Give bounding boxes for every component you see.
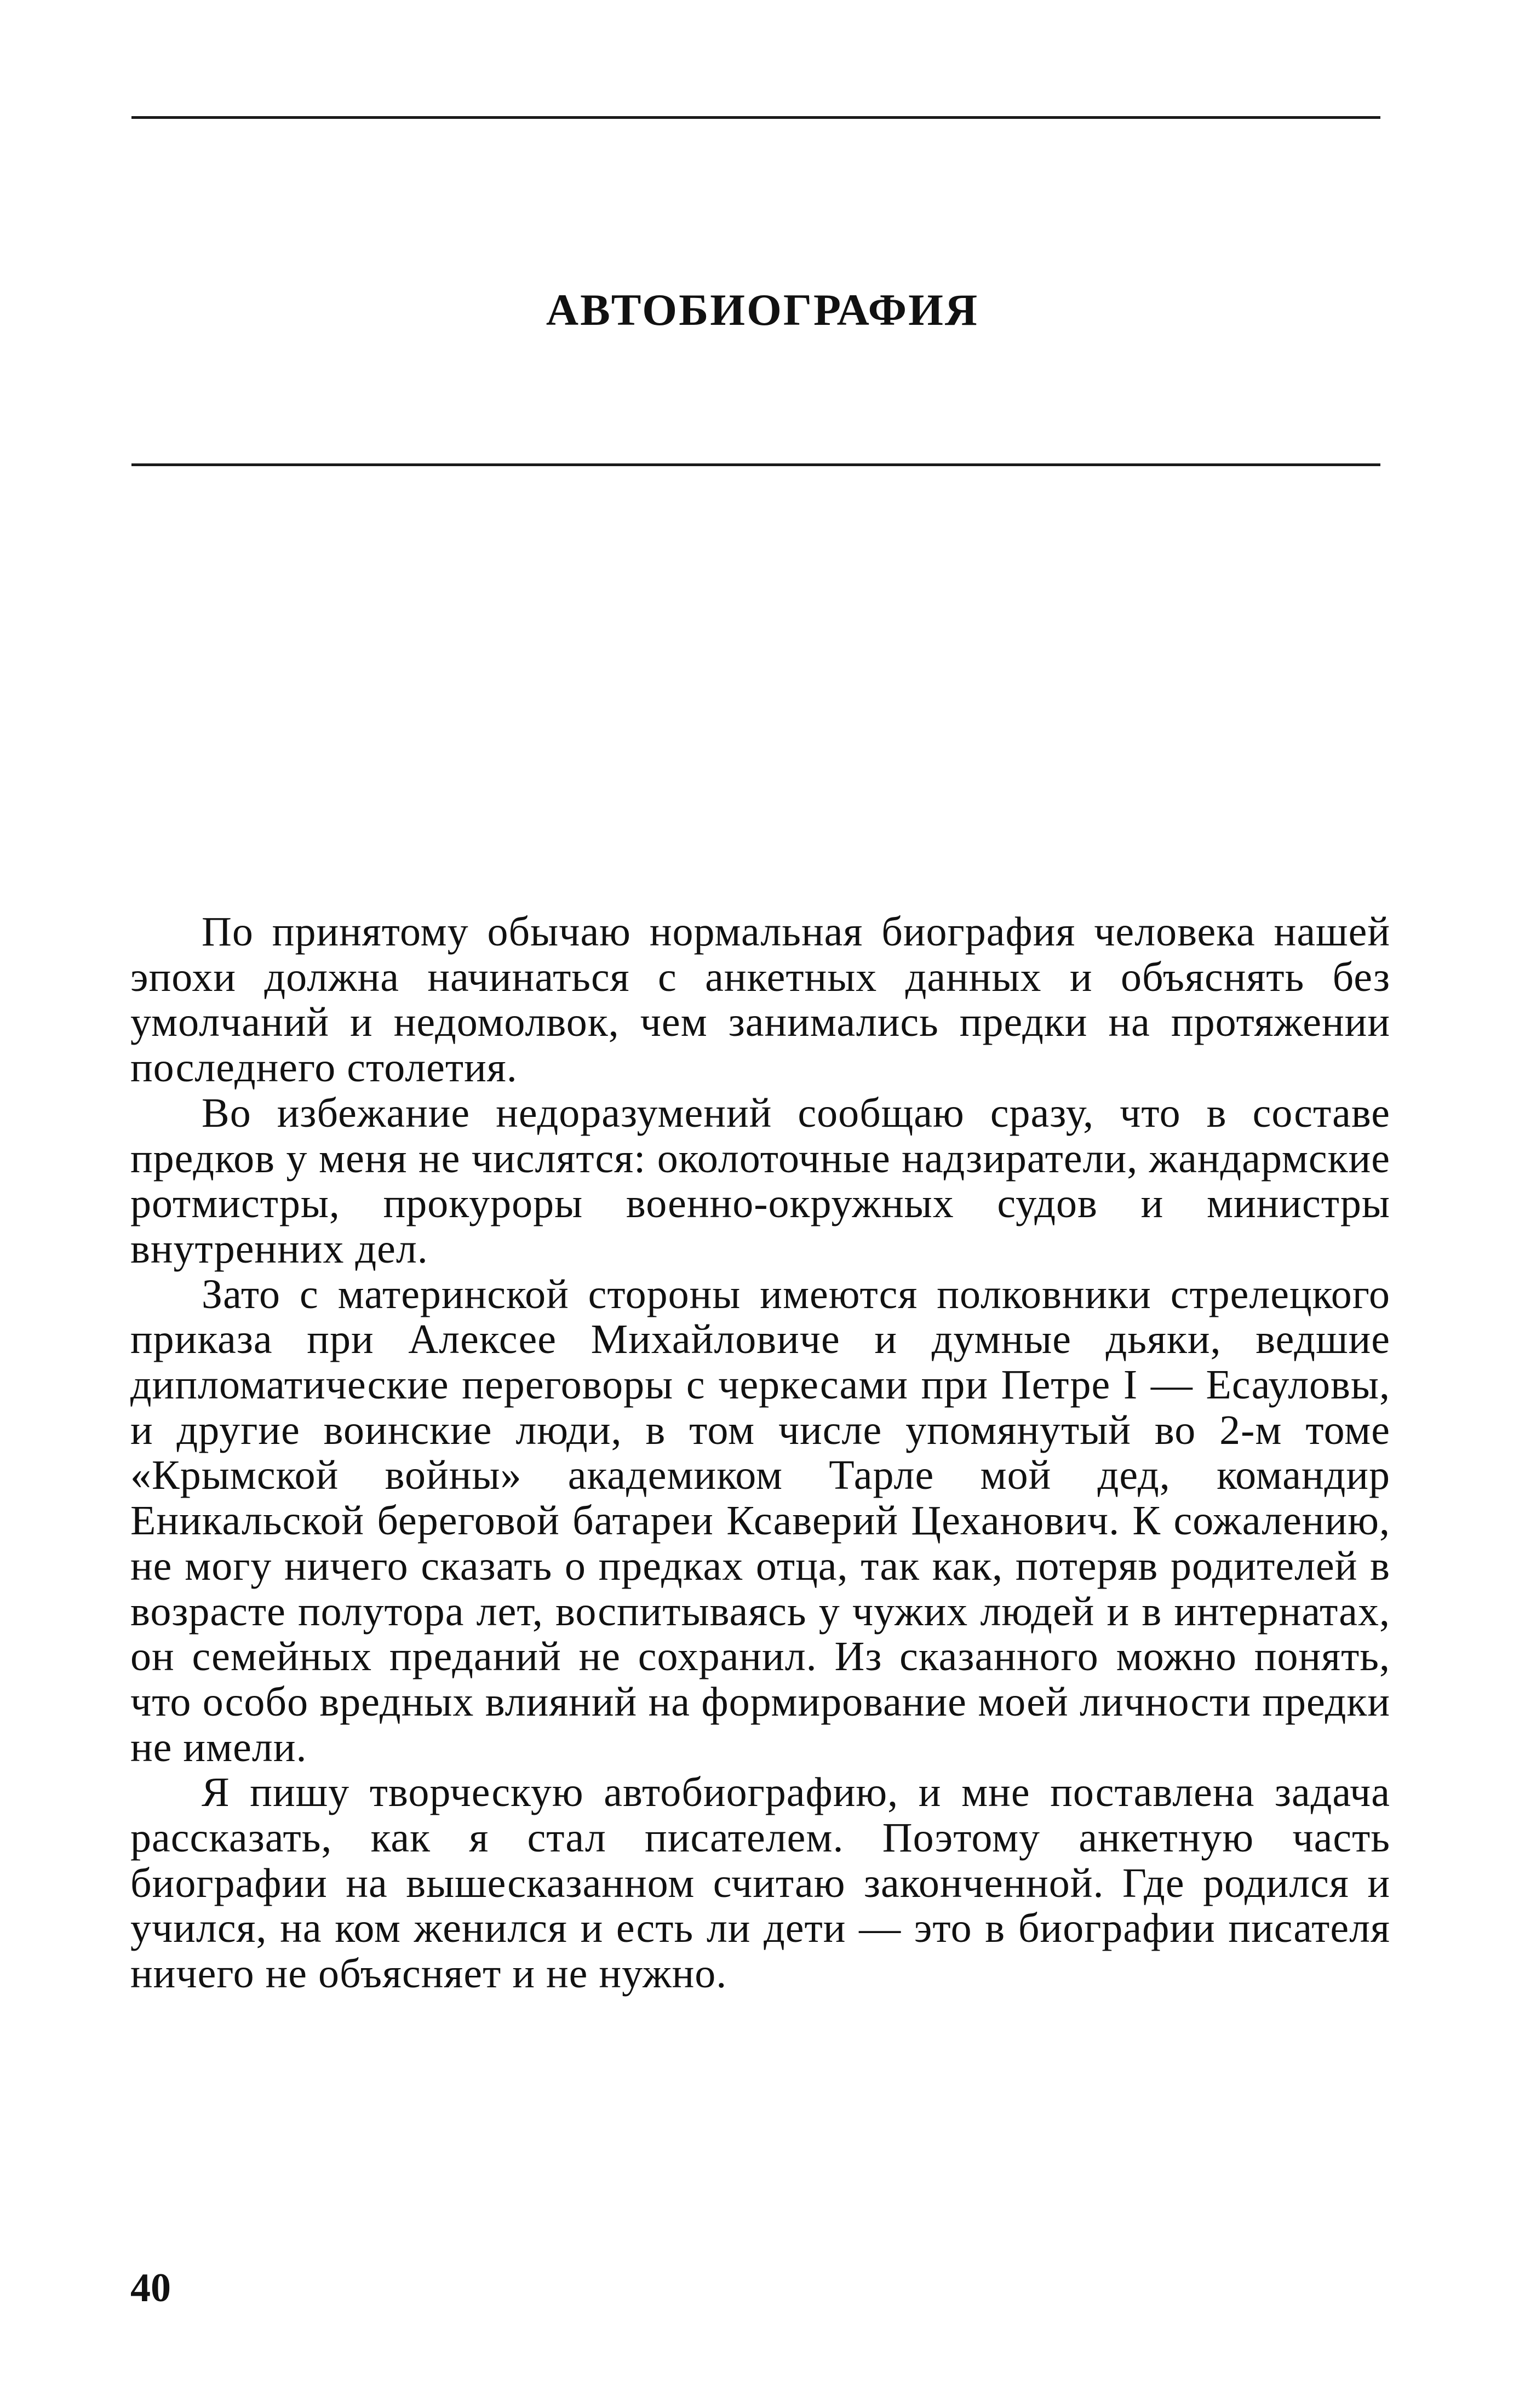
page-title: АВТОБИОГРАФИЯ: [546, 284, 979, 335]
title-underline-rule: [131, 463, 1380, 466]
paragraph: Во избежание недоразумений сообщаю сразу, что в составе предков у меня не числятся: околоточные надзиратели, жандармские ротмистры, прокуроры военно-окружных судов и министры внутренних дел.: [130, 1090, 1390, 1272]
paragraph: Зато с материнской стороны имеются полковники стрелецкого приказа при Алексее Михайловиче и думные дьяки, ведшие дипломатические переговоры с черкесами при Петре I — Есауловы, и другие воинские люди, в том числе упомянутый во 2-м томе «Крымской войны» академиком Тарле мой дед, командир Еникальской береговой батареи Ксаверий Цеханович. К сожалению, не могу ничего сказать о предках отца, так как, потеряв родителей в возрасте полутора лет, воспитываясь у чужих людей и в интернатах, он семейных преданий не сохранил. Из сказанного можно понять, что особо вредных влияний на формирование моей личности предки не имели.: [130, 1271, 1390, 1770]
page-number: 40: [130, 2266, 171, 2310]
paragraph: Я пишу творческую автобиографию, и мне поставлена задача рассказать, как я стал писателем. Поэтому анкетную часть биографии на вышесказанном считаю законченной. Где родился и учился, на ком женился и есть ли дети — это в биографии писателя ничего не объясняет и не нужно.: [130, 1769, 1390, 1997]
top-rule: [131, 116, 1380, 119]
body-text: [130, 909, 1390, 1997]
paragraph: По принятому обычаю нормальная биография человека нашей эпохи должна начинаться с анкетных данных и объяснять без умолчаний и недомолвок, чем занимались предки на протяжении последнего столетия.: [130, 909, 1390, 1091]
